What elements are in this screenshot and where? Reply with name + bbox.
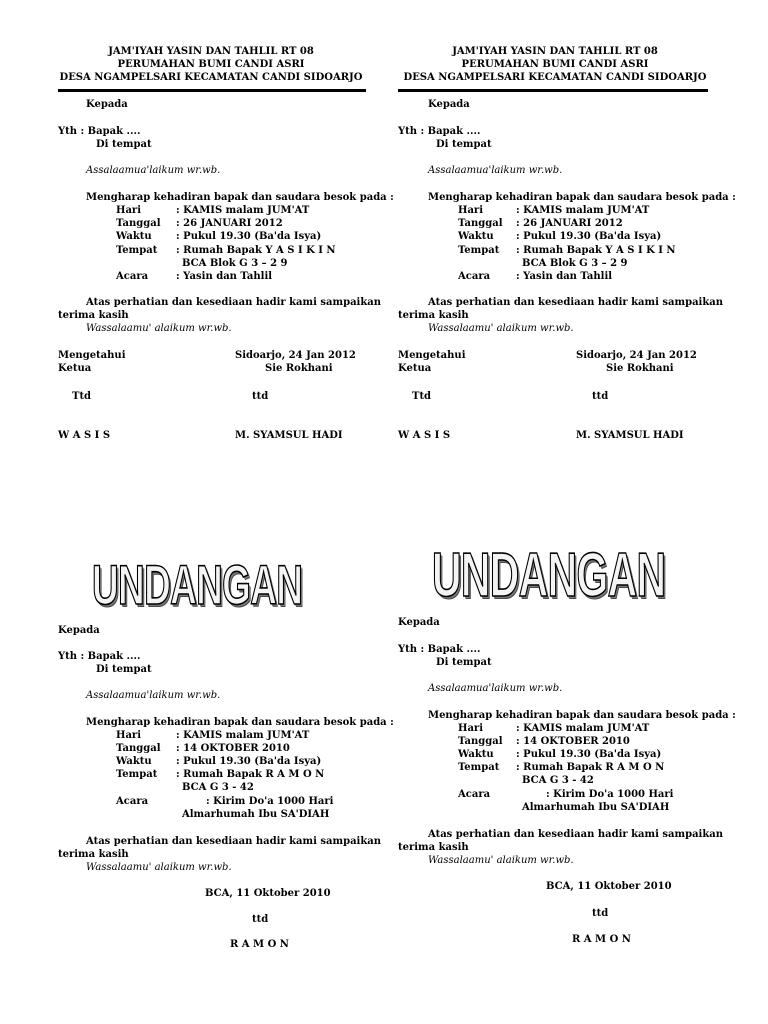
acara-value: : Yasin dan Tahlil (516, 271, 613, 282)
invitation-intro: Mengharap kehadiran bapak dan saudara besok pada : (428, 192, 736, 203)
closing-line-1: Atas perhatian dan kesediaan hadir kami sampaikan (428, 297, 724, 308)
tanggal-label: Tanggal (458, 218, 503, 229)
signer-left-name: W A S I S (58, 430, 111, 441)
waktu-label: Waktu (458, 749, 494, 760)
header-title-1: JAM'IYAH YASIN DAN TAHLIL RT 08 (108, 46, 314, 57)
ditempat-line: Di tempat (96, 664, 152, 675)
ditempat-line: Di tempat (96, 139, 152, 150)
kepada-label: Kepada (428, 99, 470, 110)
acara-value-2: Almarhumah Ibu SA'DIAH (182, 809, 330, 820)
place-date: Sidoarjo, 24 Jan 2012 (576, 350, 697, 361)
closing-line-2: terima kasih (58, 310, 129, 321)
kepada-label: Kepada (58, 625, 100, 636)
closing-line-1: Atas perhatian dan kesediaan hadir kami sampaikan (86, 836, 382, 847)
tempat-label: Tempat (116, 245, 158, 256)
waktu-label: Waktu (116, 756, 152, 767)
tempat-value: : Rumah Bapak Y A S I K I N (176, 245, 336, 256)
ditempat-line: Di tempat (436, 657, 492, 668)
signer-name: R A M O N (230, 939, 289, 950)
ditempat-line: Di tempat (436, 139, 492, 150)
salam-opening: Assalaamua'laikum wr.wb. (428, 165, 563, 176)
header-divider (398, 89, 708, 92)
invitation-intro: Mengharap kehadiran bapak dan saudara besok pada : (86, 717, 394, 728)
tanggal-label: Tanggal (116, 743, 161, 754)
header-title-1: JAM'IYAH YASIN DAN TAHLIL RT 08 (452, 46, 658, 57)
header-title-2: PERUMAHAN BUMI CANDI ASRI (461, 59, 649, 70)
acara-value-2: Almarhumah Ibu SA'DIAH (522, 802, 670, 813)
place-date: BCA, 11 Oktober 2010 (205, 888, 331, 899)
invitation-intro: Mengharap kehadiran bapak dan saudara besok pada : (428, 710, 736, 721)
undangan-banner: UNDANGAN (92, 553, 303, 616)
ketua-label: Ketua (398, 363, 432, 374)
tempat-value: : Rumah Bapak R A M O N (516, 762, 665, 773)
sie-label: Sie Rokhani (265, 363, 333, 374)
invitation-intro: Mengharap kehadiran bapak dan saudara besok pada : (86, 192, 394, 203)
hari-value: : KAMIS malam JUM'AT (516, 723, 650, 734)
header-title-2: PERUMAHAN BUMI CANDI ASRI (117, 59, 305, 70)
signer-right-name: M. SYAMSUL HADI (235, 430, 343, 441)
signer-right-name: M. SYAMSUL HADI (576, 430, 684, 441)
salam-closing: Wassalaamu' alaikum wr.wb. (86, 862, 232, 873)
closing-line-1: Atas perhatian dan kesediaan hadir kami sampaikan (428, 829, 724, 840)
signature-right: ttd (252, 391, 269, 402)
salam-closing: Wassalaamu' alaikum wr.wb. (86, 323, 232, 334)
acara-label: Acara (458, 271, 491, 282)
acara-label: Acara (458, 789, 491, 800)
signer-name: R A M O N (572, 934, 631, 945)
waktu-value: : Pukul 19.30 (Ba'da Isya) (516, 749, 662, 760)
place-date: BCA, 11 Oktober 2010 (546, 881, 672, 892)
tempat-value-2: BCA Blok G 3 – 2 9 (522, 258, 628, 269)
waktu-value: : Pukul 19.30 (Ba'da Isya) (176, 756, 322, 767)
signature: ttd (592, 908, 609, 919)
salam-closing: Wassalaamu' alaikum wr.wb. (428, 855, 574, 866)
acara-value: : Yasin dan Tahlil (176, 271, 273, 282)
waktu-value: : Pukul 19.30 (Ba'da Isya) (516, 231, 662, 242)
acara-label: Acara (116, 796, 149, 807)
tempat-value: : Rumah Bapak Y A S I K I N (516, 245, 676, 256)
signature: ttd (252, 914, 269, 925)
tempat-label: Tempat (458, 762, 500, 773)
mengetahui-label: Mengetahui (58, 350, 126, 361)
salam-opening: Assalaamua'laikum wr.wb. (86, 690, 221, 701)
waktu-value: : Pukul 19.30 (Ba'da Isya) (176, 231, 322, 242)
salam-opening: Assalaamua'laikum wr.wb. (86, 165, 221, 176)
hari-label: Hari (458, 723, 483, 734)
waktu-label: Waktu (458, 231, 494, 242)
hari-value: : KAMIS malam JUM'AT (176, 730, 310, 741)
salam-opening: Assalaamua'laikum wr.wb. (428, 683, 563, 694)
ketua-label: Ketua (58, 363, 92, 374)
tempat-label: Tempat (116, 769, 158, 780)
yth-line: Yth : Bapak .... (58, 126, 141, 137)
tanggal-value: : 26 JANUARI 2012 (516, 218, 623, 229)
tempat-label: Tempat (458, 245, 500, 256)
closing-line-2: terima kasih (398, 842, 469, 853)
tempat-value-2: BCA Blok G 3 – 2 9 (182, 258, 288, 269)
closing-line-1: Atas perhatian dan kesediaan hadir kami sampaikan (86, 297, 382, 308)
signature-right: ttd (592, 391, 609, 402)
closing-line-2: terima kasih (58, 849, 129, 860)
kepada-label: Kepada (398, 617, 440, 628)
undangan-banner: UNDANGAN (432, 541, 666, 610)
yth-line: Yth : Bapak .... (398, 644, 481, 655)
hari-label: Hari (116, 730, 141, 741)
acara-label: Acara (116, 271, 149, 282)
tanggal-value: : 26 JANUARI 2012 (176, 218, 283, 229)
place-date: Sidoarjo, 24 Jan 2012 (235, 350, 356, 361)
mengetahui-label: Mengetahui (398, 350, 466, 361)
tempat-value-2: BCA G 3 - 42 (182, 782, 254, 793)
hari-label: Hari (458, 205, 483, 216)
yth-line: Yth : Bapak .... (398, 126, 481, 137)
tanggal-value: : 14 OKTOBER 2010 (516, 736, 630, 747)
tanggal-label: Tanggal (116, 218, 161, 229)
header-divider (58, 89, 366, 92)
signer-left-name: W A S I S (398, 430, 451, 441)
signature-left: Ttd (412, 391, 432, 402)
signature-left: Ttd (72, 391, 92, 402)
kepada-label: Kepada (86, 99, 128, 110)
header-title-3: DESA NGAMPELSARI KECAMATAN CANDI SIDOARJO (59, 72, 363, 83)
hari-label: Hari (116, 205, 141, 216)
yth-line: Yth : Bapak .... (58, 651, 141, 662)
acara-value: : Kirim Do'a 1000 Hari (206, 796, 334, 807)
tempat-value: : Rumah Bapak R A M O N (176, 769, 325, 780)
tempat-value-2: BCA G 3 - 42 (522, 775, 594, 786)
closing-line-2: terima kasih (398, 310, 469, 321)
salam-closing: Wassalaamu' alaikum wr.wb. (428, 323, 574, 334)
tanggal-label: Tanggal (458, 736, 503, 747)
header-title-3: DESA NGAMPELSARI KECAMATAN CANDI SIDOARJO (403, 72, 707, 83)
waktu-label: Waktu (116, 231, 152, 242)
acara-value: : Kirim Do'a 1000 Hari (546, 789, 674, 800)
hari-value: : KAMIS malam JUM'AT (516, 205, 650, 216)
hari-value: : KAMIS malam JUM'AT (176, 205, 310, 216)
sie-label: Sie Rokhani (606, 363, 674, 374)
tanggal-value: : 14 OKTOBER 2010 (176, 743, 290, 754)
